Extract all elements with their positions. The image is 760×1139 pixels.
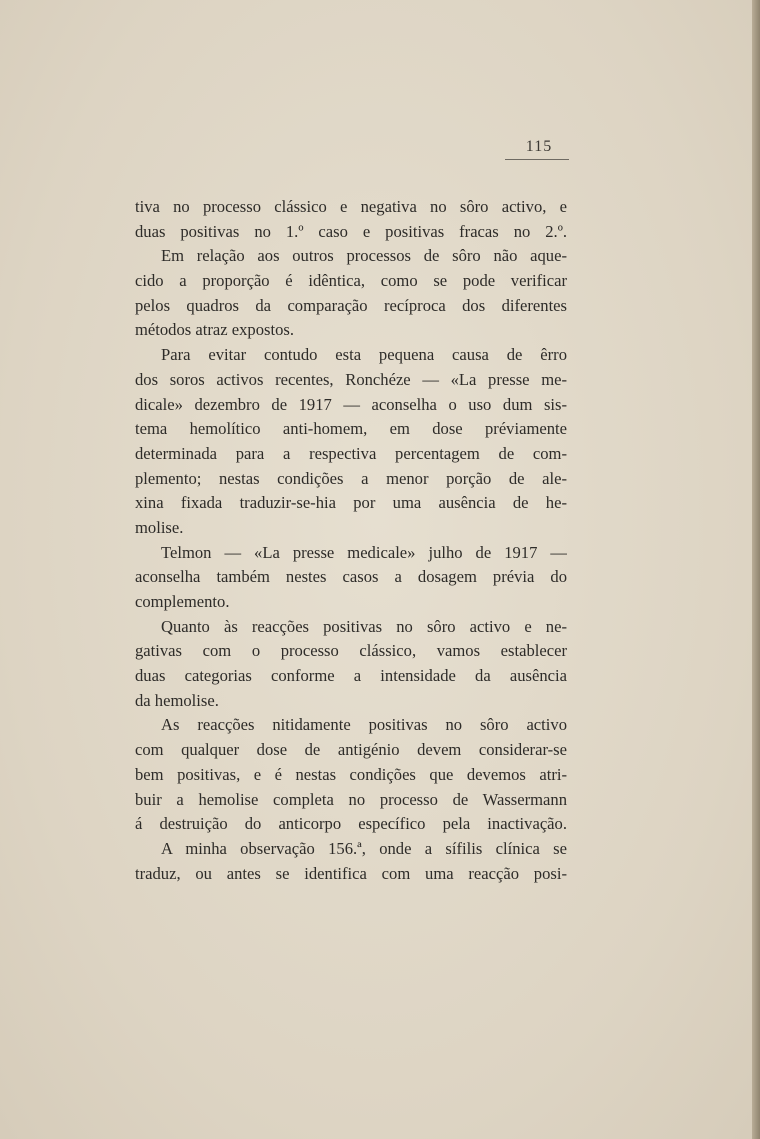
text-line: dicale» dezembro de 1917 — aconselha o uso dum sis- — [135, 394, 567, 414]
text-line: A minha observação 156.ª, onde a sífilis clínica se — [161, 838, 567, 858]
text-line: traduz, ou antes se identifica com uma reacção posi- — [135, 863, 567, 883]
text-line: á destruição do anticorpo específico pela inactivação. — [135, 814, 567, 834]
page-number: 115 — [525, 138, 553, 155]
text-line: métodos atraz expostos. — [135, 320, 294, 340]
text-line: plemento; nestas condições a menor porção de ale- — [135, 468, 567, 488]
page-number-rule — [505, 159, 569, 160]
text-line: Telmon — «La presse medicale» julho de 1917 — — [161, 542, 567, 562]
text-line: complemento. — [135, 592, 230, 611]
body-text — [135, 195, 567, 886]
text-line: duas categorias conforme a intensidade da ausência — [135, 666, 567, 686]
text-line: Para evitar contudo esta pequena causa de êrro — [161, 345, 567, 365]
text-line: dos soros activos recentes, Ronchéze — «La presse me- — [135, 369, 567, 389]
text-line: buir a hemolise completa no processo de Wassermann — [135, 789, 567, 809]
text-line: xina fixada traduzir-se-hia por uma ausência de he- — [135, 493, 567, 513]
text-line: Em relação aos outros processos de sôro não aque- — [161, 246, 567, 266]
text-line: Quanto às reacções positivas no sôro activo e ne- — [161, 616, 567, 636]
page-edge — [752, 0, 760, 1139]
text-line: tiva no processo clássico e negativa no sôro activo, e — [135, 197, 567, 216]
text-line: molise. — [135, 517, 184, 537]
text-line: pelos quadros da comparação recíproca dos diferentes — [135, 295, 567, 315]
text-line: aconselha também nestes casos a dosagem prévia do — [135, 567, 567, 587]
text-line: gativas com o processo clássico, vamos establecer — [135, 641, 567, 661]
text-line: cido a proporção é idêntica, como se pode verificar — [135, 271, 567, 291]
text-line: duas positivas no 1.º caso e positivas fracas no 2.º. — [135, 221, 567, 241]
text-line: com qualquer dose de antigénio devem considerar-se — [135, 740, 567, 760]
text-line: As reacções nitidamente positivas no sôro activo — [161, 715, 567, 735]
text-line: determinada para a respectiva percentagem de com- — [135, 443, 567, 463]
text-line: bem positivas, e é nestas condições que devemos atri- — [135, 764, 567, 784]
text-line: tema hemolítico anti-homem, em dose préviamente — [135, 419, 567, 439]
text-line: da hemolise. — [135, 690, 219, 710]
